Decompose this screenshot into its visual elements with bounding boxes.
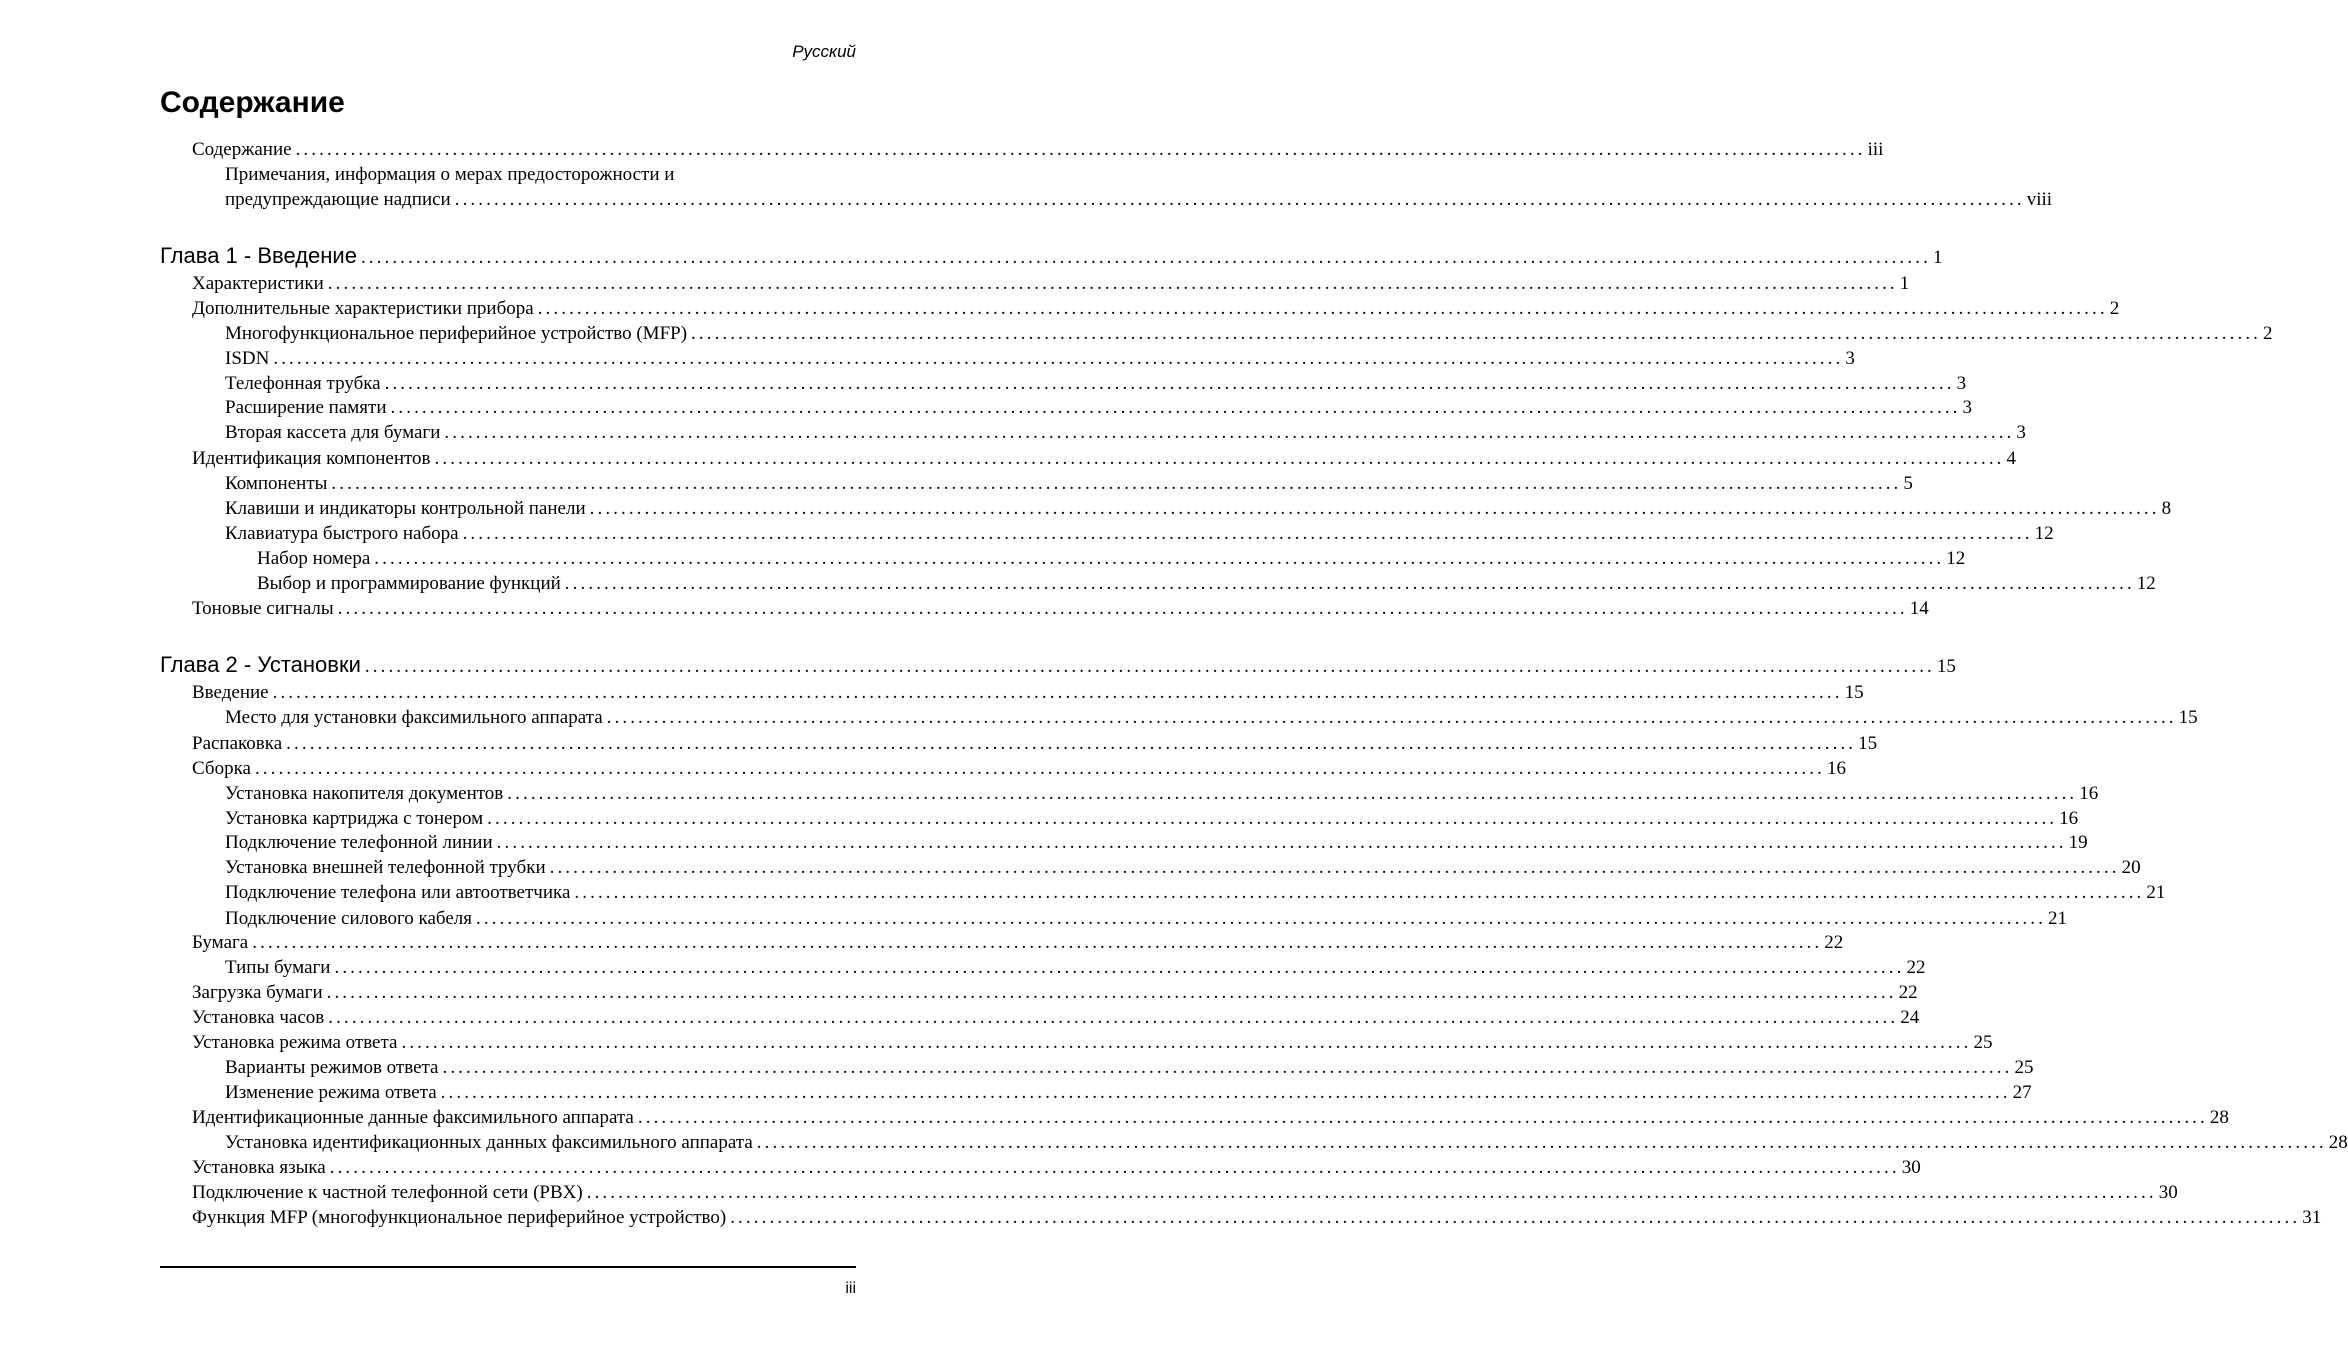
dot-leader: ........................................................................................................................................................................................................ [331,473,1902,494]
toc-entry[interactable] [225,907,2067,931]
toc-entry-page: 12 [2136,573,2156,594]
toc-entry-label: Установка языка [192,1157,326,1178]
toc-entry-page: 12 [1946,548,1966,569]
toc-entry-page: 30 [2158,1182,2178,1203]
dot-leader: ........................................................................................................................................................................................................ [442,1057,2013,1078]
dot-leader: ........................................................................................................................................................................................................ [337,598,1908,619]
footer-divider [160,1266,856,1268]
toc-entry-page: 22 [1824,932,1844,953]
toc-entry-label: Тоновые сигналы [192,598,334,619]
toc-entry[interactable] [225,472,1913,496]
dot-leader: ........................................................................................................................................................................................................ [507,783,2078,804]
toc-entry[interactable] [192,931,1844,955]
toc-entry-page: 16 [1826,758,1846,779]
footer-page-number: iii [845,1280,856,1297]
toc-entry-label: Идентификационные данные факсимильного аппарата [192,1107,634,1128]
toc-entry-label: Подключение силового кабеля [225,908,472,929]
dot-leader: ........................................................................................................................................................................................................ [286,733,1857,754]
toc-entry[interactable] [225,372,1967,396]
dot-leader: ........................................................................................................................................................................................................ [272,682,1843,703]
toc-entry-label: Распаковка [192,733,283,754]
toc-entry-label: Введение [192,682,269,703]
toc-entry[interactable] [225,1131,2348,1155]
toc-entry[interactable] [225,347,1855,371]
toc-entry-label: Компоненты [225,473,328,494]
toc-entry[interactable] [192,1156,1921,1180]
dot-leader: ........................................................................................................................................................................................................ [384,373,1955,394]
toc-entry[interactable] [225,782,2099,806]
toc-entry-page: 12 [2034,523,2054,544]
toc-entry-label: Изменение режима ответа [225,1082,437,1103]
toc-entry-page: 15 [2178,707,2198,728]
toc-entry-label: Подключение телефонной линии [225,832,493,853]
dot-leader: ........................................................................................................................................................................................................ [462,523,2033,544]
toc-entry-page: 14 [1909,598,1929,619]
toc-chapter-label: Глава 1 - Введение [160,243,357,268]
toc-entry-label: Вторая кассета для бумаги [225,422,441,443]
toc-entry-label: Набор номера [257,548,371,569]
toc-entry-page: 15 [1936,656,1956,677]
toc-entry-label: Установка внешней телефонной трубки [225,857,546,878]
toc-entry[interactable] [225,322,2273,346]
toc-entry[interactable] [257,547,1966,571]
toc-entry[interactable] [192,297,2120,321]
toc-entry-page: 15 [1858,733,1878,754]
toc-entry-page: 8 [2161,498,2172,519]
toc-entry-page: 16 [2059,808,2079,829]
page-title: Содержание [160,86,345,119]
toc-entry[interactable] [225,188,2053,212]
toc-entry-page: 31 [2302,1207,2322,1228]
dot-leader: ........................................................................................................................................................................................................ [475,908,2046,929]
toc-entry-label: Выбор и программирование функций [257,573,561,594]
toc-entry[interactable] [225,1081,2032,1105]
toc-entry-label: Функция MFP (многофункциональное периферийное устройство) [192,1207,727,1228]
toc-entry[interactable] [225,807,2079,831]
toc-entry-label: Варианты режимов ответа [225,1057,439,1078]
dot-leader: ........................................................................................................................................................................................................ [254,758,1825,779]
toc-entry-label: Содержание [192,139,292,160]
toc-entry[interactable] [225,421,2026,445]
toc-entry[interactable] [225,831,2088,855]
toc-entry-label: Установка режима ответа [192,1032,398,1053]
toc-chapter[interactable] [160,652,1956,680]
toc-entry-label: Подключение к частной телефонной сети (PBX) [192,1182,583,1203]
toc-entry-page: 22 [1898,982,1918,1003]
toc-entry-page: 3 [1845,348,1855,369]
toc-entry-page: 1 [1899,273,1910,294]
toc-entry[interactable] [192,681,1864,705]
toc-entry[interactable] [225,522,2054,546]
dot-leader: ........................................................................................................................................................................................................ [440,1082,2011,1103]
dot-leader: ........................................................................................................................................................................................................ [574,882,2145,903]
toc-entry[interactable] [257,572,2156,596]
dot-leader: ........................................................................................................................................................................................................ [364,656,1935,677]
toc-entry-page: 3 [2016,422,2026,443]
toc-entry[interactable] [225,1056,2034,1080]
toc-entry[interactable] [192,981,1918,1005]
toc-entry[interactable] [192,272,1910,296]
toc-entry-label: Характеристики [192,273,324,294]
toc-entry[interactable] [192,757,1846,781]
dot-leader: ........................................................................................................................................................................................................ [252,932,1823,953]
toc-entry-page: 1 [1932,247,1943,268]
dot-leader: ........................................................................................................................................................................................................ [496,832,2067,853]
toc-entry-label: Установка картриджа с тонером [225,808,484,829]
dot-leader: ........................................................................................................................................................................................................ [273,348,1844,369]
toc-entry-label-line1: Примечания, информация о мерах предосторожности и [225,164,675,185]
dot-leader: ........................................................................................................................................................................................................ [444,422,2015,443]
toc-entry-label: Подключение телефона или автоответчика [225,882,571,903]
dot-leader: ........................................................................................................................................................................................................ [589,498,2160,519]
toc-chapter[interactable] [160,243,1943,271]
header-language: Русский [792,42,856,61]
toc-entry-page: 27 [2012,1082,2032,1103]
dot-leader: ........................................................................................................................................................................................................ [454,189,2025,210]
toc-entry[interactable] [225,706,2198,730]
toc-entry-page: 20 [2121,857,2141,878]
toc-entry-page: 25 [2014,1057,2034,1078]
dot-leader: ........................................................................................................................................................................................................ [606,707,2177,728]
toc-entry[interactable] [192,1206,2322,1230]
dot-leader: ........................................................................................................................................................................................................ [374,548,1945,569]
toc-entry-page: 3 [1956,373,1967,394]
toc-entry[interactable] [192,1031,1993,1055]
dot-leader: ........................................................................................................................................................................................................ [434,448,2005,469]
toc-entry-label: ISDN [225,348,270,369]
dot-leader: ........................................................................................................................................................................................................ [401,1032,1972,1053]
toc-entry-page: 15 [1844,682,1864,703]
toc-entry-page: 2 [2109,298,2120,319]
toc-entry-label: Расширение памяти [225,397,387,418]
toc-entry-page: 28 [2328,1132,2348,1153]
toc-entry[interactable] [225,396,1973,420]
toc-entry-label: Клавиатура быстрого набора [225,523,459,544]
dot-leader: ........................................................................................................................................................................................................ [295,139,1866,160]
dot-leader: ........................................................................................................................................................................................................ [691,323,2262,344]
dot-leader: ........................................................................................................................................................................................................ [329,1157,1900,1178]
dot-leader: ........................................................................................................................................................................................................ [390,397,1961,418]
toc-entry[interactable] [192,1106,2229,1130]
toc-entry-page: 5 [1903,473,1913,494]
dot-leader: ........................................................................................................................................................................................................ [586,1182,2157,1203]
toc-entry-label: предупреждающие надписи [225,189,451,210]
toc-entry[interactable] [225,956,1926,980]
toc-entry-page: 2 [2263,323,2273,344]
dot-leader: ........................................................................................................................................................................................................ [564,573,2135,594]
toc-entry-label: Многофункциональное периферийное устройство (MFP) [225,323,688,344]
toc-entry[interactable] [192,732,1878,756]
toc-entry-page: 3 [1962,397,1973,418]
toc-entry[interactable] [192,447,2017,471]
toc-entry[interactable] [225,881,2166,905]
toc-entry-page: 28 [2209,1107,2229,1128]
dot-leader: ........................................................................................................................................................................................................ [334,957,1905,978]
toc-entry-label: Загрузка бумаги [192,982,323,1003]
toc-entry[interactable] [192,1006,1920,1030]
toc-entry-page: 21 [2047,908,2067,929]
toc-entry-page: 19 [2068,832,2088,853]
toc-entry-label: Дополнительные характеристики прибора [192,298,534,319]
dot-leader: ........................................................................................................................................................................................................ [487,808,2058,829]
dot-leader: ........................................................................................................................................................................................................ [756,1132,2327,1153]
toc-chapter-label: Глава 2 - Установки [160,652,361,677]
toc-entry-page: 16 [2079,783,2099,804]
dot-leader: ........................................................................................................................................................................................................ [360,247,1931,268]
dot-leader: ........................................................................................................................................................................................................ [537,298,2108,319]
toc-entry-label: Установка идентификационных данных факсимильного аппарата [225,1132,753,1153]
toc-entry-page: 24 [1900,1007,1920,1028]
toc-entry-page: 4 [2006,448,2017,469]
toc-entry-label: Сборка [192,758,251,779]
toc-entry-page: iii [1867,139,1884,160]
toc-entry-label: Место для установки факсимильного аппарата [225,707,603,728]
toc-entry-label: Клавиши и индикаторы контрольной панели [225,498,586,519]
toc-entry[interactable] [192,597,1929,621]
toc-entry-page: 25 [1973,1032,1993,1053]
dot-leader: ........................................................................................................................................................................................................ [730,1207,2301,1228]
toc-entry-label: Телефонная трубка [225,373,381,394]
dot-leader: ........................................................................................................................................................................................................ [637,1107,2208,1128]
toc-entry-label: Установка накопителя документов [225,783,504,804]
toc-entry-label: Типы бумаги [225,957,331,978]
toc-entry-label: Идентификация компонентов [192,448,431,469]
toc-entry-label: Установка часов [192,1007,325,1028]
toc-entry[interactable] [192,1181,2178,1205]
toc-entry-page: 30 [1901,1157,1921,1178]
dot-leader: ........................................................................................................................................................................................................ [328,1007,1899,1028]
toc-entry-page: viii [2026,189,2053,210]
toc-entry[interactable] [225,497,2172,521]
dot-leader: ........................................................................................................................................................................................................ [549,857,2120,878]
toc-entry[interactable] [225,856,2141,880]
dot-leader: ........................................................................................................................................................................................................ [326,982,1897,1003]
toc-entry-page: 22 [1906,957,1926,978]
toc-entry[interactable] [192,138,1884,162]
toc-entry-label: Бумага [192,932,249,953]
toc-entry-page: 21 [2146,882,2166,903]
dot-leader: ........................................................................................................................................................................................................ [327,273,1898,294]
